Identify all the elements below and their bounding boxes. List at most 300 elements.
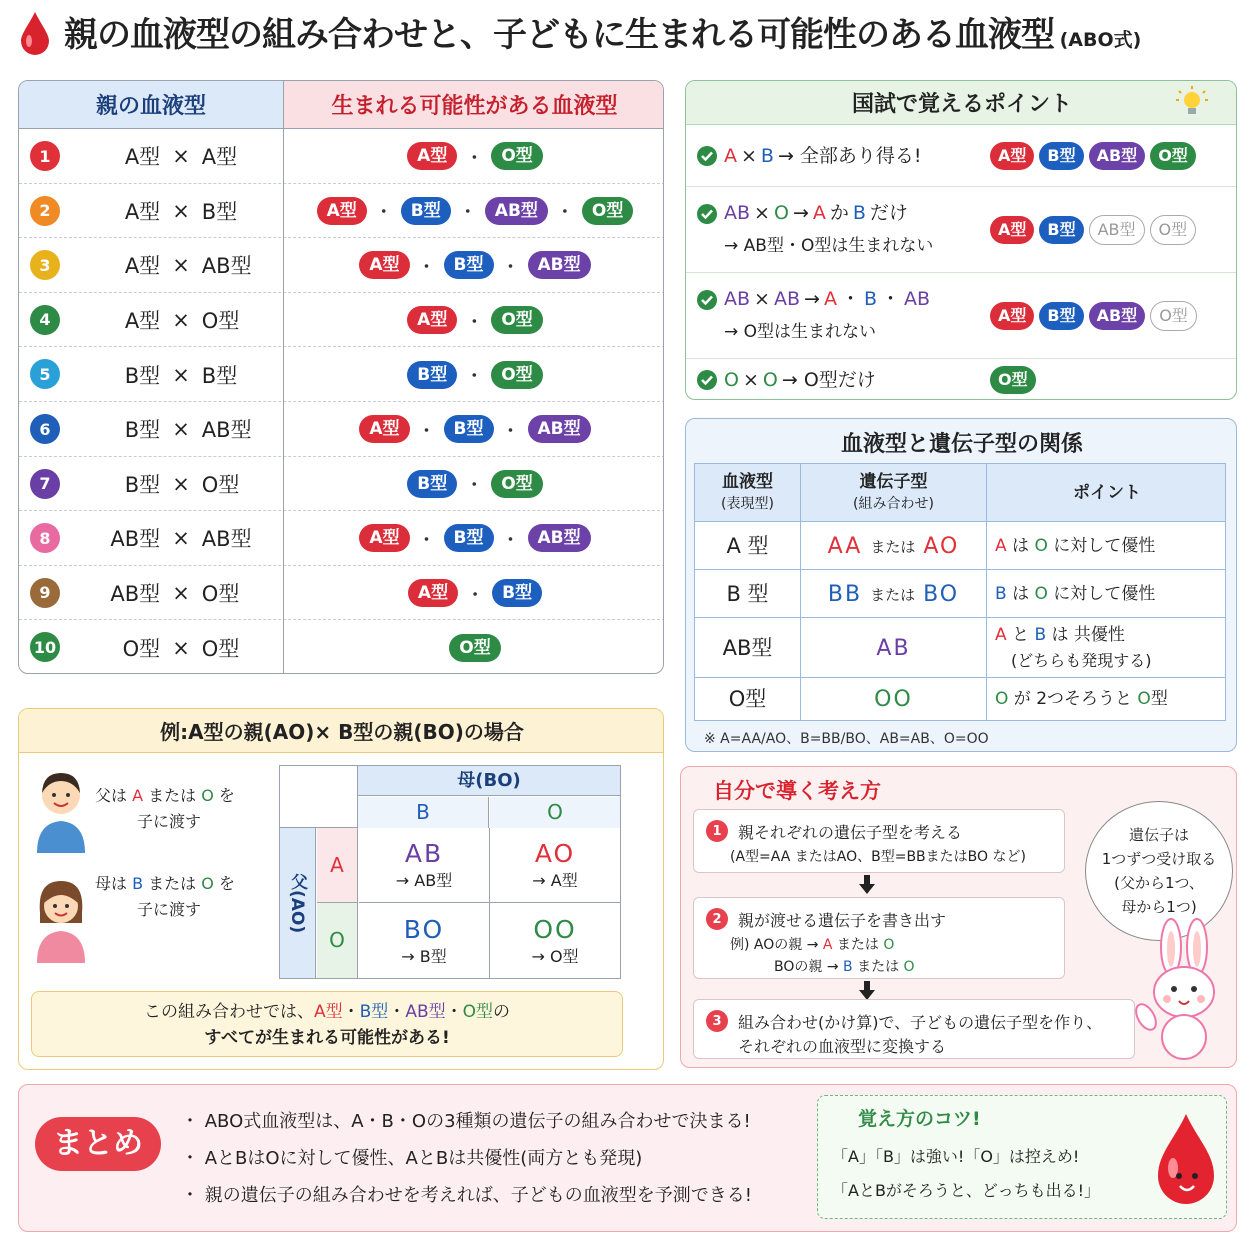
times-sign: ×: [172, 253, 190, 278]
point-rule: [724, 142, 926, 170]
genotype-cell: [801, 678, 987, 720]
genotype-value: BO: [923, 581, 960, 607]
rule-part: AB: [773, 288, 801, 310]
point-rule: [724, 285, 934, 313]
rule-part: ×: [741, 145, 757, 167]
tip-line1: 「A」「B」は強い!「O」は控えめ!: [832, 1147, 1080, 1166]
parent-pair: [79, 620, 284, 674]
separator-dot: ・: [418, 529, 435, 549]
father-allele-o: O: [317, 903, 358, 978]
bubble-line4: 母から1つ): [1121, 898, 1197, 916]
table-header-child: [284, 81, 664, 129]
father-text-line1: 父は A または O を: [95, 786, 235, 805]
table-row: [19, 620, 664, 674]
rule-part: → O型だけ: [781, 369, 876, 391]
child-pill-b: B型: [407, 361, 457, 389]
parent-1-type: AB型: [110, 582, 161, 607]
father-header: [280, 828, 316, 978]
row-number-badge: [30, 523, 60, 553]
point-cell: [995, 570, 1225, 618]
punnett-cell: [490, 903, 620, 978]
result-pill: O型: [1150, 142, 1196, 170]
child-pill-a: A型: [359, 415, 409, 443]
father-text: [95, 783, 235, 835]
point-item: [686, 273, 1237, 359]
child-pill-b: B型: [492, 579, 542, 607]
cell-genotype: AB: [404, 839, 444, 868]
step-number-badge: [706, 1010, 728, 1032]
child-types: [285, 238, 664, 293]
row-number: 2: [39, 201, 51, 221]
geno-header-sub: (表現型): [721, 496, 774, 512]
geno-header-cell: [987, 464, 1227, 522]
father-avatar: [33, 763, 89, 853]
child-pill-a: A型: [359, 251, 409, 279]
child-pill-ab: AB型: [528, 524, 591, 552]
separator-dot: ・: [502, 256, 519, 276]
parent-1-type: A型: [124, 199, 161, 224]
parent-pair: [79, 238, 284, 293]
child-pill-a: A型: [359, 524, 409, 552]
bubble-line1: 遺伝子は: [1128, 826, 1189, 844]
check-icon: [696, 145, 718, 167]
row-number: 10: [33, 637, 57, 657]
child-pill-o: O型: [449, 634, 500, 662]
child-types: [285, 402, 664, 457]
table-body: [19, 129, 664, 674]
mother-avatar: [33, 873, 89, 963]
result-pill: A型: [990, 216, 1034, 244]
mother-header: 母(BO): [358, 766, 620, 796]
parent-pair: [79, 293, 284, 348]
result-pill: A型: [990, 302, 1034, 330]
summary-card: [18, 1084, 1237, 1232]
rule-part: だけ: [869, 202, 908, 224]
rule-part: AB: [904, 288, 931, 310]
row-number-badge: [30, 578, 60, 608]
point-pills: [990, 273, 1230, 359]
point-rule-note: → O型は生まれない: [724, 322, 877, 342]
parent-pair: [79, 457, 284, 512]
page-title-main: 親の血液型の組み合わせと、子どもに生まれる可能性のある血液型: [64, 15, 1054, 55]
parent-combination-table: [18, 80, 664, 674]
parent-pair: [79, 129, 284, 184]
lightbulb-icon: [1174, 85, 1210, 121]
row-number: 1: [39, 146, 51, 166]
separator-dot: ・: [466, 147, 483, 167]
punnett-cell: [359, 903, 490, 978]
child-pill-b: B型: [444, 524, 494, 552]
separator-dot: ・: [466, 475, 483, 495]
derive-title: 自分で導く考え方: [713, 779, 881, 803]
table-row: [19, 402, 664, 457]
row-number-badge: [30, 414, 60, 444]
separator-dot: ・: [467, 584, 484, 604]
rule-part: O: [724, 369, 739, 391]
child-types: [285, 129, 664, 184]
genotype-table: [694, 463, 1226, 721]
row-number-badge: [30, 196, 60, 226]
mother-text: [95, 871, 235, 923]
phenotype-cell: O型: [695, 678, 801, 720]
geno-header-cell: [801, 464, 987, 522]
rule-part: A: [724, 145, 737, 167]
cell-phenotype: → AB型: [395, 871, 453, 890]
father-text-line2: 子に渡す: [137, 812, 202, 831]
rule-part: →: [792, 202, 809, 224]
child-pill-b: B型: [444, 251, 494, 279]
table-row: [19, 457, 664, 512]
child-types: [285, 457, 664, 512]
derive-step: [693, 999, 1135, 1059]
child-types: [285, 184, 664, 239]
genotype-value: BB: [827, 581, 863, 607]
father-header-label: 父(AO): [287, 872, 307, 934]
derive-step: [693, 897, 1065, 979]
phenotype-cell: AB型: [695, 618, 801, 678]
rule-part: →: [804, 288, 820, 310]
step-number-badge: [706, 908, 728, 930]
step-number-badge: [706, 820, 728, 842]
cell-phenotype: → B型: [401, 946, 447, 966]
bubble-line2: 1つずつ受け取る: [1101, 850, 1217, 868]
parent-pair: [79, 347, 284, 402]
row-number-badge: [30, 632, 60, 662]
parent-1-type: B型: [124, 472, 161, 497]
genotype-or: または: [870, 537, 916, 556]
table-row: [19, 184, 664, 239]
child-types: [285, 620, 664, 674]
separator-dot: ・: [375, 202, 392, 222]
rule-part: O: [773, 202, 789, 224]
rule-part: AB: [724, 202, 751, 224]
phenotype-cell: A 型: [695, 522, 801, 570]
child-types: [285, 511, 664, 566]
table-row: [19, 511, 664, 566]
phenotype-cell: B 型: [695, 570, 801, 618]
parent-pair: [79, 402, 284, 457]
row-number: 7: [39, 474, 51, 494]
child-pill-a: A型: [407, 306, 457, 334]
child-pill-a: A型: [408, 579, 458, 607]
summary-line2: ・ AとBはOに対して優性、AとBは共優性(両方とも発現): [181, 1148, 643, 1169]
child-pill-b: B型: [401, 197, 451, 225]
check-icon: [696, 369, 718, 391]
rule-part: O: [762, 369, 778, 391]
separator-dot: ・: [418, 420, 435, 440]
child-types: [285, 347, 664, 402]
cell-genotype: AO: [534, 839, 576, 868]
blood-drop-mascot-icon: [1148, 1110, 1224, 1214]
point-text: A は O に対して優性: [995, 535, 1156, 556]
child-pill-ab: AB型: [528, 415, 591, 443]
genotype-value: AB: [876, 635, 911, 661]
rule-part: B: [852, 202, 866, 224]
parent-2-type: B型: [201, 199, 238, 224]
genotype-cell: [801, 618, 987, 678]
point-pills: [990, 125, 1230, 187]
step-title: 親それぞれの遺伝子型を考える: [738, 823, 963, 842]
row-number-badge: [30, 141, 60, 171]
cell-genotype: BO: [403, 914, 445, 944]
step-number: 2: [712, 911, 722, 927]
punnett-corner: [280, 766, 358, 828]
result-pill: AB型: [1089, 215, 1145, 245]
arrow-down-icon: [859, 875, 875, 895]
point-cell: [995, 678, 1225, 720]
times-sign: ×: [172, 362, 190, 387]
cell-phenotype: → O型: [531, 946, 579, 966]
geno-header-label: ポイント: [1073, 483, 1141, 503]
point-pills: [990, 359, 1230, 400]
separator-dot: ・: [502, 529, 519, 549]
separator-dot: ・: [418, 256, 435, 276]
point-text: B は O に対して優性: [995, 583, 1156, 604]
result-pill: AB型: [1089, 302, 1146, 330]
rule-part: A: [823, 288, 837, 310]
geno-header-cell: [695, 464, 801, 522]
row-number-badge: [30, 359, 60, 389]
derive-step: [693, 809, 1065, 873]
separator-dot: ・: [466, 311, 483, 331]
points-list: [686, 125, 1237, 400]
cell-phenotype: → A型: [532, 871, 578, 890]
parent-2-type: A型: [201, 145, 238, 170]
parent-2-type: O型: [201, 309, 240, 334]
row-number-badge: [30, 469, 60, 499]
genotype-note: ※ A=AA/AO、B=BB/BO、AB=AB、O=OO: [704, 731, 989, 747]
times-sign: ×: [172, 635, 190, 660]
row-number: 6: [39, 419, 51, 439]
genotype-or: または: [870, 585, 916, 604]
result-pill: AB型: [1089, 142, 1146, 170]
mother-text-line1: 母は B または O を: [95, 874, 235, 893]
rule-part: A: [812, 202, 826, 224]
point-subtext: (どちらも発現する): [1011, 651, 1152, 670]
row-number: 3: [39, 255, 51, 275]
child-pill-ab: AB型: [528, 251, 591, 279]
times-sign: ×: [172, 198, 190, 223]
genotype-row: [695, 618, 1225, 678]
child-pill-a: A型: [317, 197, 367, 225]
genotype-row: [695, 570, 1225, 618]
point-rule-note: → AB型・O型は生まれない: [724, 236, 934, 256]
parent-2-type: O型: [201, 582, 240, 607]
child-pill-o: O型: [491, 361, 542, 389]
geno-header-label: 血液型: [722, 472, 773, 492]
parent-2-type: B型: [201, 363, 238, 388]
point-text: A と B は 共優性: [995, 625, 1125, 645]
result-pill: B型: [1039, 216, 1083, 244]
row-number: 5: [39, 364, 51, 384]
example-title: 例:A型の親(AO)× B型の親(BO)の場合: [160, 720, 524, 744]
example-summary-line1: この組み合わせでは、A型・B型・AB型・O型の: [144, 1002, 510, 1022]
row-number: 8: [39, 528, 51, 548]
check-icon: [696, 289, 718, 311]
genotype-value: AA: [827, 533, 863, 559]
example-summary: [31, 991, 623, 1057]
result-pill: O型: [1150, 301, 1197, 331]
rule-part: ×: [754, 202, 770, 224]
rule-part: → 全部あり得る!: [777, 145, 922, 167]
genotype-cell: [801, 570, 987, 618]
parent-1-type: A型: [124, 309, 161, 334]
child-pill-o: O型: [491, 142, 542, 170]
times-sign: ×: [172, 581, 190, 606]
page-title-suffix: (ABO式): [1059, 29, 1142, 51]
point-item: [686, 125, 1237, 187]
genotype-cell: [801, 522, 987, 570]
result-pill: B型: [1039, 302, 1083, 330]
example-summary-line2: すべてが生まれる可能性がある!: [204, 1028, 450, 1048]
child-types: [285, 293, 664, 348]
genotype-title: 血液型と遺伝子型の関係: [840, 432, 1083, 457]
times-sign: ×: [172, 308, 190, 333]
header-child-label: 生まれる可能性がある血液型: [331, 94, 618, 119]
child-types: [285, 566, 664, 621]
table-header-parent: [19, 81, 284, 129]
rule-part: ・: [840, 288, 860, 310]
table-row: [19, 129, 664, 184]
point-item: [686, 359, 1237, 400]
page-title: [64, 10, 1249, 60]
result-pill: O型: [1150, 215, 1197, 245]
parent-1-type: AB型: [110, 527, 161, 552]
times-sign: ×: [172, 417, 190, 442]
table-row: [19, 566, 664, 621]
step-detail: (A型=AA またはAO、B型=BBまたはBO など): [730, 849, 1026, 865]
point-cell: [995, 522, 1225, 570]
parent-pair: [79, 566, 284, 621]
example-header: [19, 709, 664, 753]
parent-1-type: B型: [124, 363, 161, 388]
step-title: 組み合わせ(かけ算)で、子どもの遺伝子型を作り、: [738, 1013, 1103, 1032]
step-number: 3: [712, 1013, 722, 1029]
rule-part: B: [760, 145, 774, 167]
row-number-badge: [30, 305, 60, 335]
result-pill: A型: [990, 142, 1034, 170]
child-pill-o: O型: [491, 470, 542, 498]
separator-dot: ・: [556, 202, 573, 222]
times-sign: ×: [172, 144, 190, 169]
parent-2-type: AB型: [201, 254, 252, 279]
row-number: 9: [39, 583, 51, 603]
parent-pair: [79, 511, 284, 566]
header-parent-label: 親の血液型: [95, 94, 206, 119]
point-rule: [724, 366, 880, 394]
mother-text-line2: 子に渡す: [137, 900, 202, 919]
times-sign: ×: [172, 471, 190, 496]
result-pill: O型: [990, 366, 1036, 394]
genotype-card: [685, 418, 1237, 752]
rule-part: ×: [754, 288, 770, 310]
step-detail-2: BOの親 → B または O: [774, 959, 915, 975]
times-sign: ×: [172, 526, 190, 551]
point-cell: [995, 618, 1225, 678]
child-pill-ab: AB型: [485, 197, 548, 225]
result-pill: B型: [1039, 142, 1083, 170]
punnett-square: [279, 765, 621, 979]
check-icon: [696, 203, 718, 225]
points-header: [686, 81, 1237, 125]
point-text: O が 2つそろうと O型: [995, 688, 1168, 709]
child-pill-a: A型: [407, 142, 457, 170]
bubble-line3: (父から1つ、: [1114, 874, 1204, 892]
summary-lines: [181, 1103, 752, 1214]
father-allele-a: A: [317, 828, 358, 903]
step-detail: それぞれの血液型に変換する: [738, 1037, 947, 1056]
tip-box: [817, 1095, 1227, 1219]
genotype-value: OO: [874, 686, 913, 712]
child-pill-o: O型: [582, 197, 633, 225]
row-number: 4: [39, 310, 51, 330]
parent-1-type: O型: [122, 636, 161, 661]
mother-allele-b: B: [358, 797, 489, 828]
parent-1-type: A型: [124, 145, 161, 170]
parent-1-type: A型: [124, 254, 161, 279]
child-pill-b: B型: [407, 470, 457, 498]
table-row: [19, 238, 664, 293]
table-row: [19, 293, 664, 348]
row-number-badge: [30, 250, 60, 280]
separator-dot: ・: [502, 420, 519, 440]
rule-part: B: [863, 288, 877, 310]
table-row: [19, 347, 664, 402]
exam-points-card: [685, 80, 1237, 400]
summary-line3: ・ 親の遺伝子の組み合わせを考えれば、子どもの血液型を予測できる!: [181, 1185, 752, 1206]
mother-allele-o: O: [490, 797, 620, 828]
rule-part: か: [829, 202, 849, 224]
child-pill-b: B型: [444, 415, 494, 443]
step-detail: 例) AOの親 → A または O: [730, 937, 895, 953]
rule-part: AB: [724, 288, 751, 310]
punnett-cell: [359, 828, 490, 903]
summary-line1: ・ ABO式血液型は、A・B・Oの3種類の遺伝子の組み合わせで決まる!: [181, 1111, 751, 1132]
genotype-value: AO: [923, 533, 960, 559]
tip-line2: 「AとBがそろうと、どっちも出る!」: [832, 1181, 1101, 1200]
child-pill-o: O型: [491, 306, 542, 334]
separator-dot: ・: [466, 366, 483, 386]
parent-2-type: O型: [201, 472, 240, 497]
parent-pair: [79, 184, 284, 239]
arrow-down-icon: [859, 981, 875, 1001]
genotype-row: [695, 522, 1225, 570]
rule-part: ・: [881, 288, 901, 310]
parent-2-type: AB型: [201, 527, 252, 552]
point-pills: [990, 187, 1230, 273]
rule-part: ×: [742, 369, 759, 391]
example-card: [18, 708, 664, 1070]
points-title: 国試で覚えるポイント: [851, 92, 1072, 117]
genotype-row: [695, 678, 1225, 720]
geno-header-sub: (組み合わせ): [853, 496, 934, 512]
tip-title: 覚え方のコツ!: [858, 1108, 981, 1130]
geno-header-label: 遺伝子型: [859, 472, 928, 492]
punnett-cell: [490, 828, 620, 903]
title-drop-icon: [18, 10, 52, 56]
separator-dot: ・: [459, 202, 476, 222]
point-rule: [724, 199, 912, 227]
parent-2-type: AB型: [201, 418, 252, 443]
cell-genotype: OO: [533, 914, 577, 944]
parent-2-type: O型: [201, 636, 240, 661]
rabbit-mascot-icon: [1131, 917, 1231, 1062]
summary-badge: まとめ: [35, 1117, 161, 1171]
derive-card: [680, 766, 1237, 1068]
step-number: 1: [712, 823, 722, 839]
point-item: [686, 187, 1237, 273]
step-title: 親が渡せる遺伝子を書き出す: [738, 911, 947, 930]
